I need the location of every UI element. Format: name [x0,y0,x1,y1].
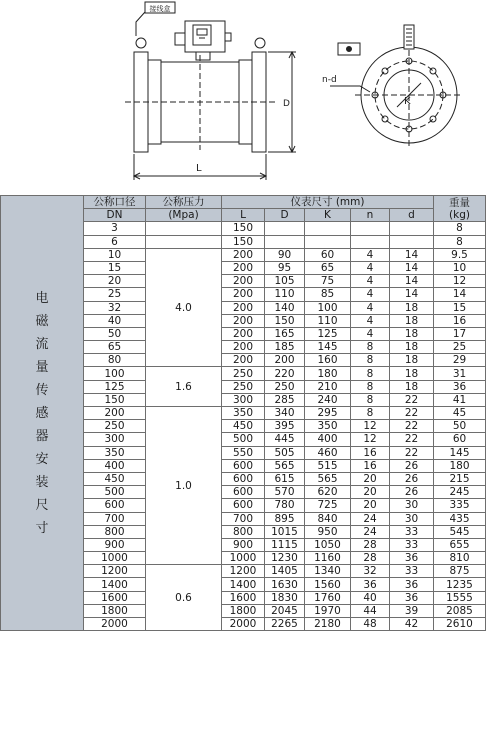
cell-K: 565 [305,472,351,485]
cell-weight: 145 [434,446,486,459]
cell-K [305,235,351,248]
cell-dn: 1600 [84,591,146,604]
cell-L: 200 [222,275,265,288]
header-D: D [265,209,305,222]
side-title-char: 传 [35,382,49,398]
cell-L: 200 [222,314,265,327]
cell-weight: 335 [434,499,486,512]
cell-d: 22 [390,433,434,446]
cell-n: 8 [351,354,390,367]
junction-box-callout [136,2,175,36]
cell-dn: 32 [84,301,146,314]
cell-D: 150 [265,314,305,327]
cell-d: 22 [390,420,434,433]
cell-d: 18 [390,327,434,340]
cell-d: 33 [390,525,434,538]
cell-n: 40 [351,591,390,604]
cell-d: 33 [390,538,434,551]
cell-D: 1830 [265,591,305,604]
cell-weight: 36 [434,380,486,393]
side-title-char: 装 [35,474,49,490]
side-title-char: 量 [35,359,49,375]
header-L: L [222,209,265,222]
cell-d: 14 [390,288,434,301]
cell-n: 36 [351,578,390,591]
cell-D: 220 [265,367,305,380]
cell-n: 8 [351,367,390,380]
cell-n: 16 [351,446,390,459]
cell-dn: 50 [84,327,146,340]
cell-K: 65 [305,261,351,274]
cell-weight: 41 [434,393,486,406]
cell-D: 2045 [265,604,305,617]
cell-d: 22 [390,407,434,420]
cell-K: 400 [305,433,351,446]
cell-L: 1800 [222,604,265,617]
cell-d: 22 [390,393,434,406]
cell-weight: 2610 [434,618,486,631]
cell-dn: 80 [84,354,146,367]
cell-n: 4 [351,301,390,314]
cell-weight: 25 [434,341,486,354]
cell-K: 1760 [305,591,351,604]
side-title [1,196,84,631]
cell-dn: 1000 [84,552,146,565]
cell-d: 18 [390,367,434,380]
cell-n: 16 [351,459,390,472]
cell-n: 4 [351,248,390,261]
cell-weight: 1555 [434,591,486,604]
side-title-char: 感 [35,405,49,421]
cell-L: 700 [222,512,265,525]
cell-n: 8 [351,407,390,420]
side-title-char: 安 [35,451,49,467]
cell-L: 250 [222,380,265,393]
cell-D: 1405 [265,565,305,578]
cell-K: 1970 [305,604,351,617]
cell-n: 4 [351,314,390,327]
cell-L: 200 [222,341,265,354]
cell-dn: 100 [84,367,146,380]
cell-pressure [146,235,222,248]
cell-L: 900 [222,538,265,551]
cell-n: 32 [351,565,390,578]
cell-K: 515 [305,459,351,472]
spec-table [0,195,486,631]
cell-pressure: 1.0 [146,407,222,565]
cell-D: 395 [265,420,305,433]
cell-dn: 125 [84,380,146,393]
cell-d: 18 [390,301,434,314]
cell-weight: 31 [434,367,486,380]
cell-D [265,235,305,248]
header-d: d [390,209,434,222]
cell-D: 105 [265,275,305,288]
cell-d: 14 [390,261,434,274]
cell-n: 8 [351,380,390,393]
cell-weight: 245 [434,486,486,499]
cell-dn: 2000 [84,618,146,631]
cell-K: 60 [305,248,351,261]
cell-K: 295 [305,407,351,420]
cell-L: 200 [222,288,265,301]
cell-D: 165 [265,327,305,340]
cell-L: 550 [222,446,265,459]
dimension-nd-label: n-d [322,75,337,85]
cell-D: 90 [265,248,305,261]
cell-d: 18 [390,341,434,354]
cell-d: 39 [390,604,434,617]
cell-D: 565 [265,459,305,472]
cell-K: 180 [305,367,351,380]
cell-weight: 16 [434,314,486,327]
cell-L: 350 [222,407,265,420]
cell-K: 110 [305,314,351,327]
cell-n [351,235,390,248]
cell-dn: 150 [84,393,146,406]
cell-L: 150 [222,222,265,235]
side-title-char: 磁 [35,313,49,329]
cell-L: 200 [222,301,265,314]
cell-L: 600 [222,499,265,512]
cell-K: 1560 [305,578,351,591]
cell-d: 42 [390,618,434,631]
cell-D: 285 [265,393,305,406]
cell-dn: 10 [84,248,146,261]
cell-L: 200 [222,327,265,340]
cell-d: 22 [390,446,434,459]
cell-D: 2265 [265,618,305,631]
junction-box-label: 接线盒 [149,5,171,13]
cell-K: 85 [305,288,351,301]
cell-dn: 700 [84,512,146,525]
cell-dn: 200 [84,407,146,420]
cell-n: 4 [351,327,390,340]
cell-d: 18 [390,380,434,393]
cell-D: 1630 [265,578,305,591]
cell-K: 75 [305,275,351,288]
cell-K: 350 [305,420,351,433]
cell-n: 20 [351,472,390,485]
cell-dn: 300 [84,433,146,446]
cell-weight: 655 [434,538,486,551]
cell-K: 145 [305,341,351,354]
cell-L: 1400 [222,578,265,591]
cell-d: 26 [390,486,434,499]
cell-K: 1160 [305,552,351,565]
cell-pressure: 0.6 [146,565,222,631]
cell-D: 615 [265,472,305,485]
cell-n: 44 [351,604,390,617]
cell-d: 33 [390,565,434,578]
cell-weight: 14 [434,288,486,301]
cell-pressure [146,222,222,235]
cell-n: 20 [351,486,390,499]
cell-n: 4 [351,275,390,288]
cell-K: 1050 [305,538,351,551]
cell-D: 1015 [265,525,305,538]
cell-pressure: 1.6 [146,367,222,407]
cell-weight: 15 [434,301,486,314]
cell-n: 24 [351,512,390,525]
header-dims: 仪表尺寸 (mm) [222,196,434,209]
meter-body [125,52,276,152]
cell-dn: 250 [84,420,146,433]
cell-K: 620 [305,486,351,499]
dimension-D-label: D [283,99,290,109]
cell-weight: 8 [434,235,486,248]
cell-L: 1600 [222,591,265,604]
cell-d: 14 [390,275,434,288]
cell-weight: 810 [434,552,486,565]
cell-dn: 900 [84,538,146,551]
cell-d: 36 [390,578,434,591]
cell-D: 185 [265,341,305,354]
cell-n [351,222,390,235]
cell-dn: 600 [84,499,146,512]
cell-dn: 400 [84,459,146,472]
side-title-char: 尺 [35,497,49,513]
cell-dn: 450 [84,472,146,485]
cell-weight: 545 [434,525,486,538]
cell-K: 950 [305,525,351,538]
header-weight: 重量 (kg) [434,196,486,222]
cell-weight: 60 [434,433,486,446]
header-row [1,196,486,209]
cell-dn: 350 [84,446,146,459]
dimension-L [134,154,266,180]
cell-dn: 6 [84,235,146,248]
cell-D: 570 [265,486,305,499]
cell-weight: 8 [434,222,486,235]
cell-dn: 65 [84,341,146,354]
cell-D: 140 [265,301,305,314]
cell-L: 450 [222,420,265,433]
cell-weight: 435 [434,512,486,525]
cell-weight: 2085 [434,604,486,617]
cell-L: 200 [222,261,265,274]
cell-n: 4 [351,288,390,301]
cell-n: 28 [351,552,390,565]
cell-D: 200 [265,354,305,367]
dimension-K-label: K [404,96,411,107]
cell-D: 505 [265,446,305,459]
cell-K: 125 [305,327,351,340]
cell-D: 445 [265,433,305,446]
lifting-eye-left [136,38,146,48]
cell-d: 26 [390,459,434,472]
cell-d: 18 [390,314,434,327]
cell-pressure: 4.0 [146,248,222,367]
cell-weight: 29 [434,354,486,367]
cell-dn: 1200 [84,565,146,578]
cell-L: 500 [222,433,265,446]
lifting-eye-right [255,38,265,48]
cell-n: 20 [351,499,390,512]
cell-dn: 25 [84,288,146,301]
cell-L: 300 [222,393,265,406]
cell-d: 26 [390,472,434,485]
cell-K: 840 [305,512,351,525]
cell-K [305,222,351,235]
header-dn: 公称口径 [84,196,146,209]
cell-n: 28 [351,538,390,551]
header-n: n [351,209,390,222]
cell-n: 8 [351,341,390,354]
cell-weight: 45 [434,407,486,420]
cell-weight: 12 [434,275,486,288]
cell-weight: 1235 [434,578,486,591]
cell-L: 600 [222,472,265,485]
header-pressure: 公称压力 [146,196,222,209]
cell-L: 250 [222,367,265,380]
cell-D: 1115 [265,538,305,551]
cell-K: 240 [305,393,351,406]
cell-L: 1000 [222,552,265,565]
cell-d: 30 [390,512,434,525]
cell-D [265,222,305,235]
cell-K: 160 [305,354,351,367]
converter-head [175,21,231,60]
cell-K: 2180 [305,618,351,631]
cell-n: 48 [351,618,390,631]
cell-d [390,235,434,248]
cell-K: 100 [305,301,351,314]
cell-L: 800 [222,525,265,538]
cell-n: 24 [351,525,390,538]
cell-D: 110 [265,288,305,301]
cell-weight: 180 [434,459,486,472]
cell-weight: 875 [434,565,486,578]
side-title-char: 寸 [35,520,49,536]
header-pressure-unit: (Mpa) [146,209,222,222]
cell-D: 1230 [265,552,305,565]
ground-plate [338,43,360,55]
cell-d [390,222,434,235]
cell-n: 4 [351,261,390,274]
cell-n: 12 [351,420,390,433]
cell-L: 150 [222,235,265,248]
cell-D: 95 [265,261,305,274]
cell-L: 200 [222,248,265,261]
header-dn-unit: DN [84,209,146,222]
cell-D: 780 [265,499,305,512]
cell-dn: 20 [84,275,146,288]
cell-dn: 40 [84,314,146,327]
cell-K: 725 [305,499,351,512]
cell-K: 460 [305,446,351,459]
cell-K: 1340 [305,565,351,578]
cell-L: 600 [222,459,265,472]
cell-D: 340 [265,407,305,420]
cell-D: 895 [265,512,305,525]
side-title-char: 器 [35,428,49,444]
cell-dn: 500 [84,486,146,499]
dimension-L-label: L [196,163,202,174]
cell-D: 250 [265,380,305,393]
header-K: K [305,209,351,222]
cell-K: 210 [305,380,351,393]
cell-d: 30 [390,499,434,512]
cell-L: 200 [222,354,265,367]
cell-weight: 10 [434,261,486,274]
cell-d: 36 [390,591,434,604]
cell-dn: 1800 [84,604,146,617]
cell-dn: 800 [84,525,146,538]
cell-n: 12 [351,433,390,446]
cell-weight: 50 [434,420,486,433]
cell-L: 600 [222,486,265,499]
cell-d: 14 [390,248,434,261]
side-title-char: 流 [35,336,49,352]
cell-dn: 1400 [84,578,146,591]
cell-L: 2000 [222,618,265,631]
flowmeter-drawing [0,0,489,188]
cell-dn: 15 [84,261,146,274]
cell-dn: 3 [84,222,146,235]
cell-n: 8 [351,393,390,406]
cell-d: 18 [390,354,434,367]
cell-d: 36 [390,552,434,565]
cell-weight: 215 [434,472,486,485]
side-title-char: 电 [35,290,49,306]
cell-L: 1200 [222,565,265,578]
cell-weight: 9.5 [434,248,486,261]
cell-weight: 17 [434,327,486,340]
